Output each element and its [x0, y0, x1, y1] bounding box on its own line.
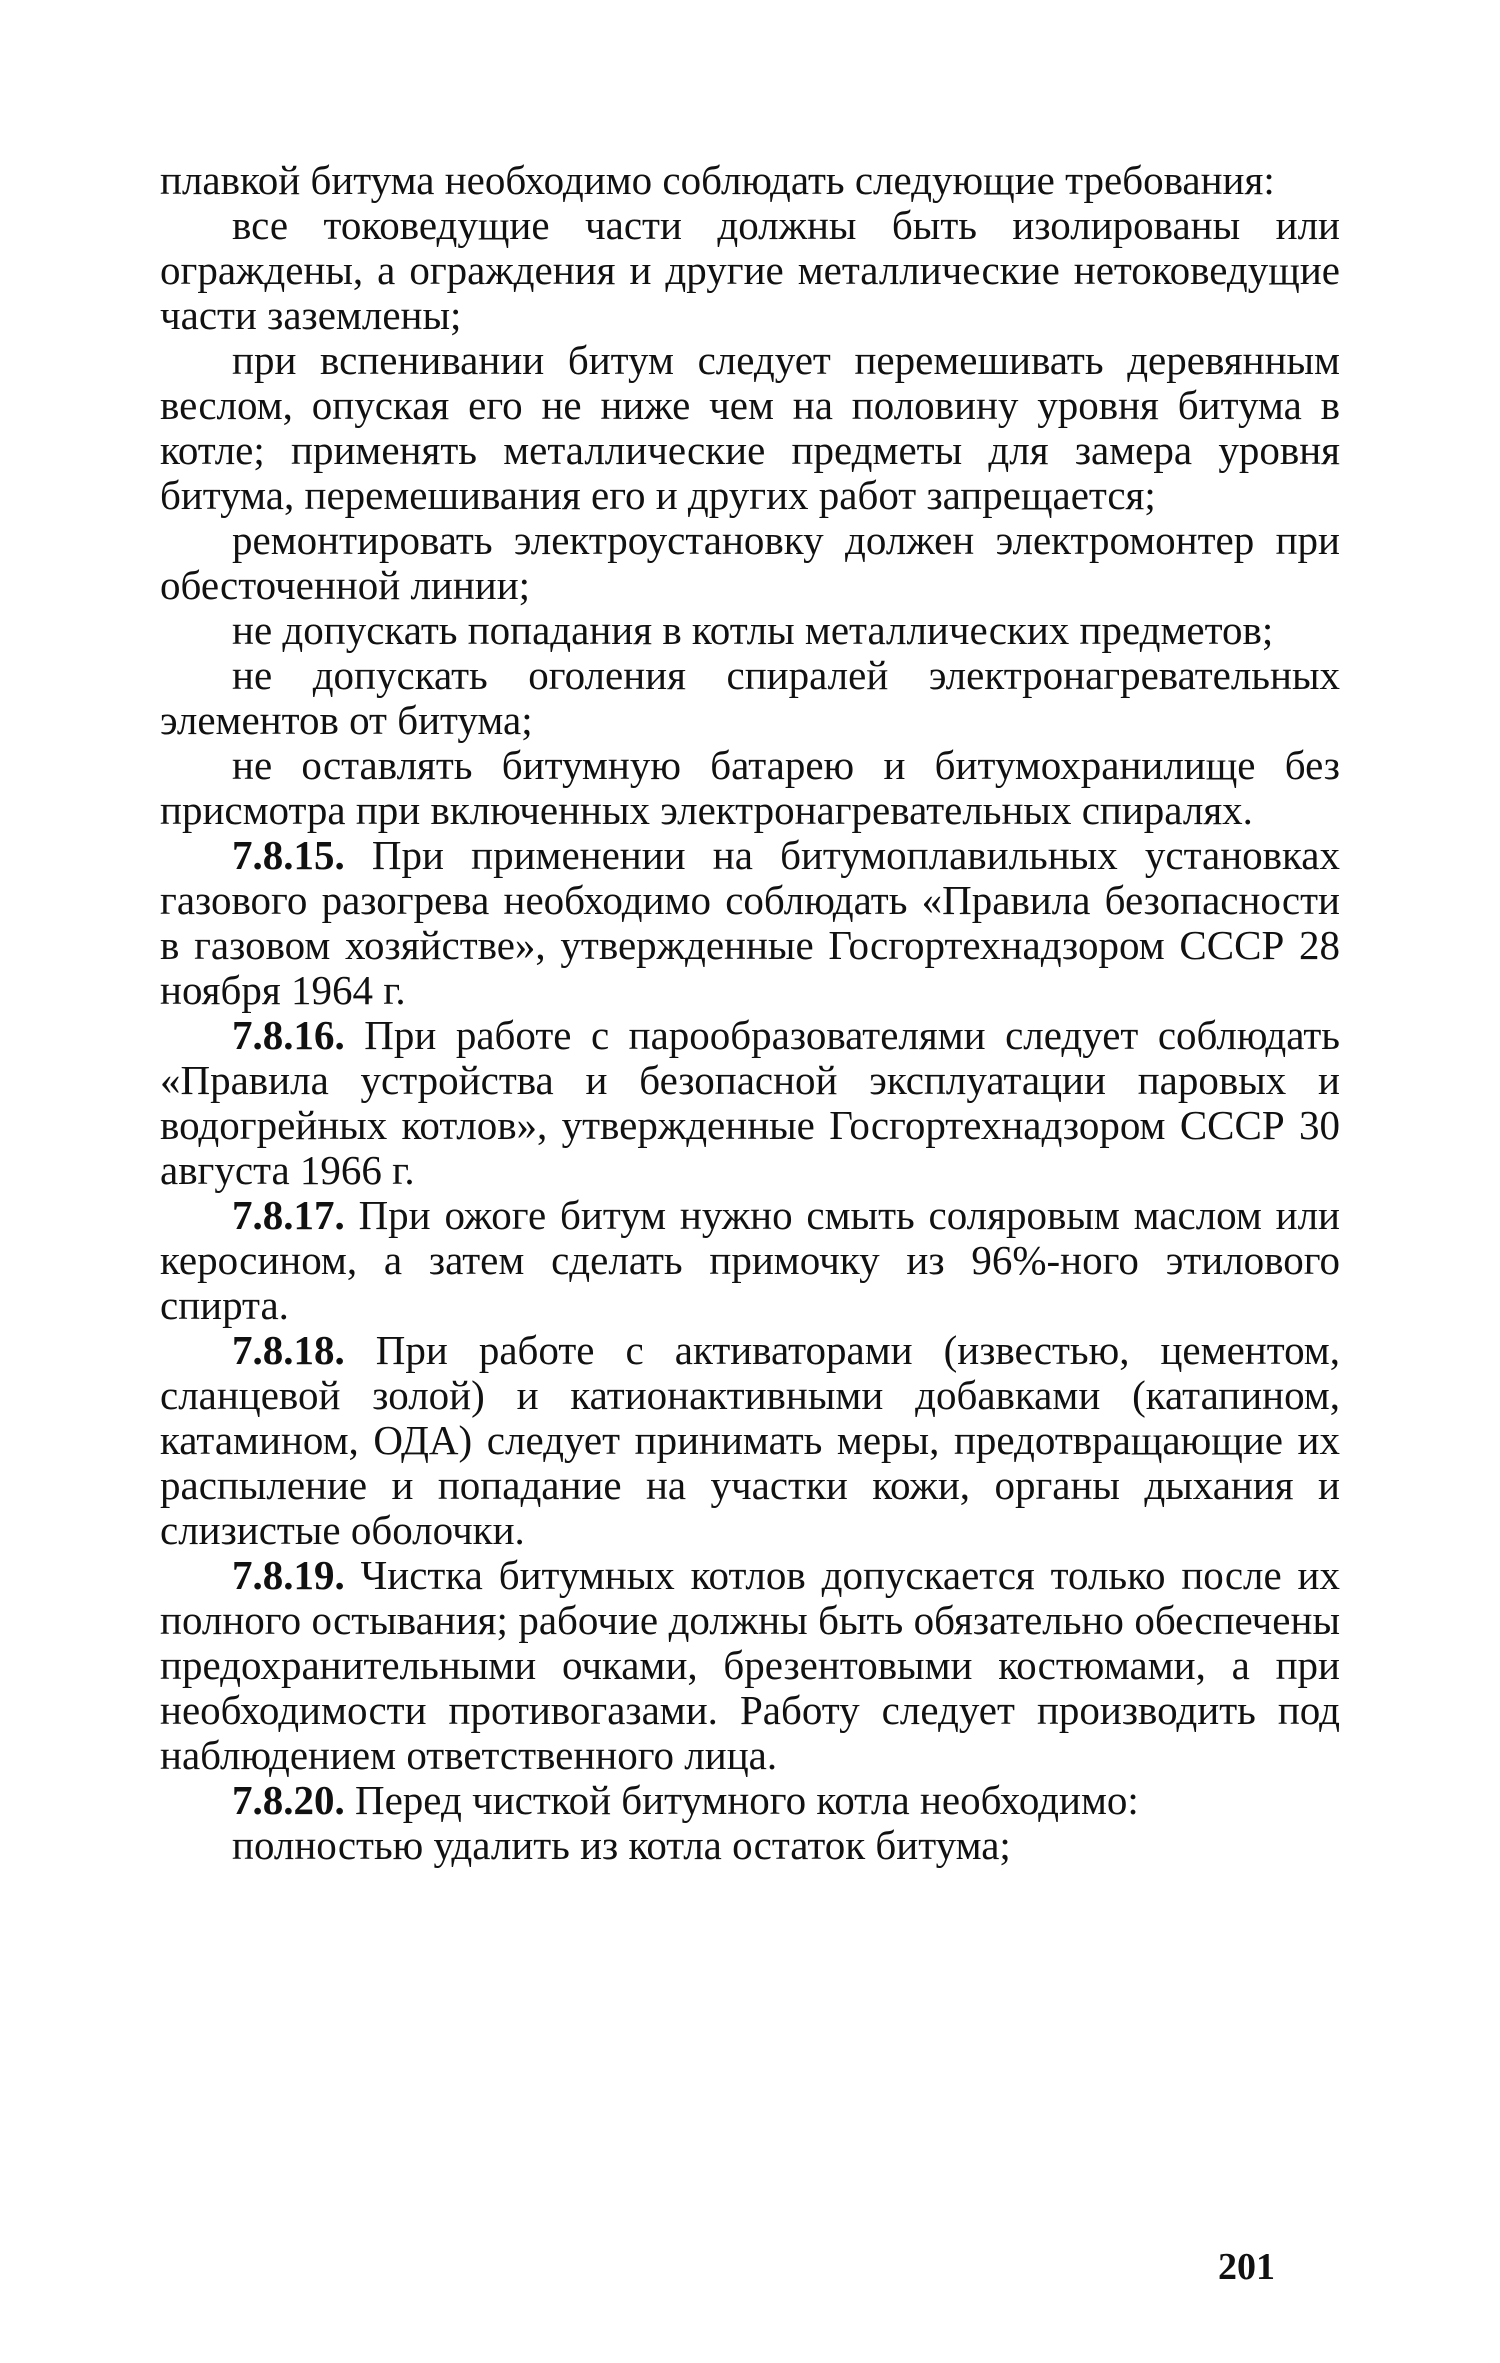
section-number: 7.8.16. [232, 1012, 345, 1058]
requirement-item: при вспенивании битум следует перемешивать деревянным веслом, опуская его не ниже чем на половину уровня битума в котле; применять металлические предметы для замера уровня битума, перемешивания его и других работ запрещается; [160, 337, 1340, 518]
requirement-item: не оставлять битумную батарею и битумохранилище без присмотра при включенных электронагревательных спиралях. [160, 742, 1340, 833]
section-text: При ожоге битум нужно смыть соляровым маслом или керосином, а затем сделать примочку из 96%-ного этилового спирта. [160, 1192, 1341, 1328]
section-number: 7.8.18. [232, 1327, 345, 1373]
section-text: Чистка битумных котлов допускается только после их полного остывания; рабочие должны быть обязательно обеспечены предохранительными очками, брезентовыми костюмами, а при необходимости противогазами. Работу следует производить под наблюдением ответственного лица. [160, 1552, 1341, 1778]
section-text: При применении на битумоплавильных установках газового разогрева необходимо соблюдать «Правила безопасности в газовом хозяйстве», утвержденные Госгортехнадзором СССР 28 ноября 1964 г. [160, 832, 1341, 1013]
page-number: 201 [1218, 2246, 1275, 2288]
section-7-8-16 [160, 1013, 1340, 1193]
requirement-item: не допускать оголения спиралей электронагревательных элементов от битума; [160, 652, 1340, 743]
section-number: 7.8.20. [232, 1777, 345, 1823]
section-number: 7.8.17. [232, 1192, 345, 1238]
final-line: полностью удалить из котла остаток битума; [232, 1822, 1011, 1868]
section-7-8-15 [160, 833, 1340, 1013]
requirement-item: не допускать попадания в котлы металлических предметов; [232, 607, 1274, 653]
section-number: 7.8.15. [232, 832, 345, 878]
section-7-8-17 [160, 1193, 1340, 1328]
section-7-8-19 [160, 1553, 1340, 1778]
section-text: При работе с парообразователями следует соблюдать «Правила устройства и безопасной эксплуатации паровых и водогрейных котлов», утвержденные Госгортехнадзором СССР 30 августа 1966 г. [160, 1012, 1341, 1193]
requirement-item: ремонтировать электроустановку должен электромонтер при обесточенной линии; [160, 517, 1340, 608]
requirement-item: все токоведущие части должны быть изолированы или ограждены, а ограждения и другие металлические нетоковедущие части заземлены; [160, 202, 1340, 338]
section-text: Перед чисткой битумного котла необходимо: [355, 1777, 1139, 1823]
section-7-8-20 [160, 1778, 1340, 1823]
section-7-8-18 [160, 1328, 1340, 1553]
intro-paragraph: плавкой битума необходимо соблюдать следующие требования: [160, 157, 1275, 203]
document-body [160, 158, 1340, 1868]
section-text: При работе с активаторами (известью, цементом, сланцевой золой) и катионактивными добавками (катапином, катамином, ОДА) следует принимать меры, предотвращающие их распыление и попадание на участки кожи, органы дыхания и слизистые оболочки. [160, 1327, 1340, 1553]
section-number: 7.8.19. [232, 1552, 345, 1598]
